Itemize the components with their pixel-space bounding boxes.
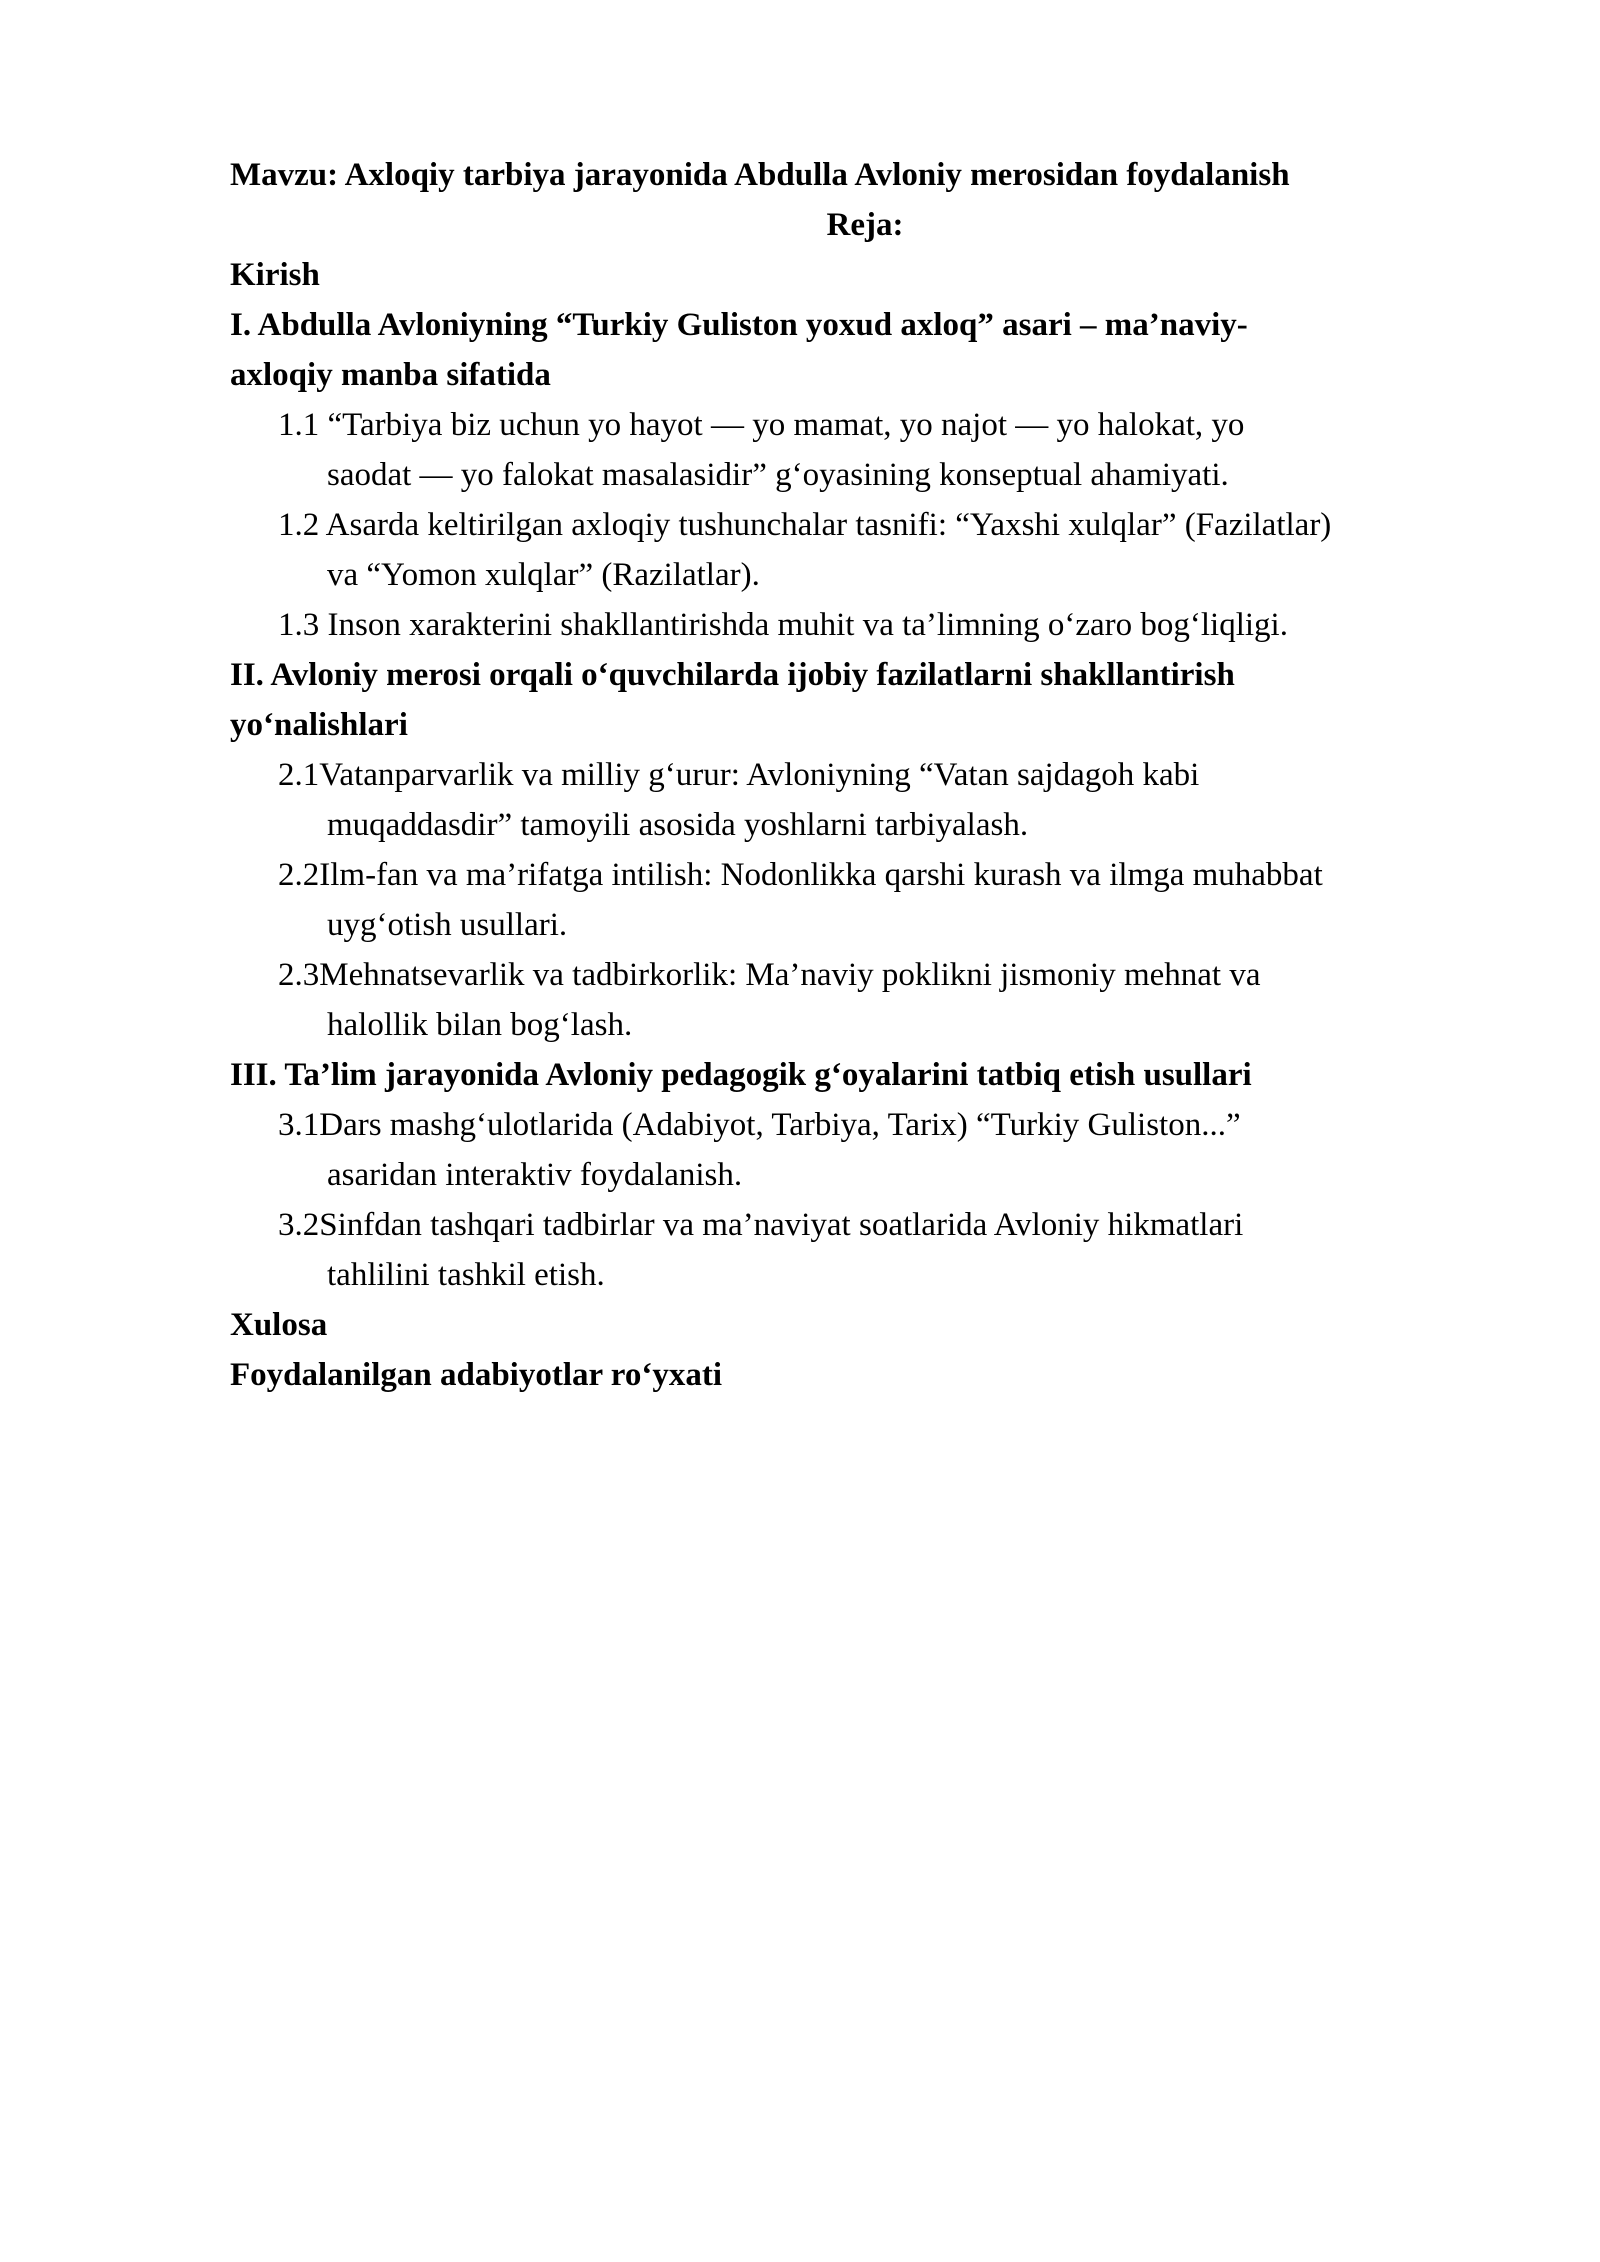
item-1-2: 1.2 Asarda keltirilgan axloqiy tushunchalar tasnifi: “Yaxshi xulqlar” (Fazilatlar) xyxy=(278,507,1332,543)
item-2-3-continued: halollik bilan bog‘lash. xyxy=(327,1007,633,1043)
section-2-heading: II. Avloniy merosi orqali o‘quvchilarda ijobiy fazilatlarni shakllantirish xyxy=(230,657,1235,693)
item-2-1-continued: muqaddasdir” tamoyili asosida yoshlarni tarbiyalash. xyxy=(327,807,1029,843)
item-1-1: 1.1 “Tarbiya biz uchun yo hayot — yo mamat, yo najot — yo halokat, yo xyxy=(278,407,1245,443)
item-1-2-continued: va “Yomon xulqlar” (Razilatlar). xyxy=(327,557,760,593)
document-title: Mavzu: Axloqiy tarbiya jarayonida Abdulla Avloniy merosidan foydalanish xyxy=(230,157,1290,193)
item-3-2: 3.2Sinfdan tashqari tadbirlar va ma’naviyat soatlarida Avloniy hikmatlari xyxy=(278,1207,1244,1243)
item-2-3: 2.3Mehnatsevarlik va tadbirkorlik: Ma’naviy poklikni jismoniy mehnat va xyxy=(278,957,1261,993)
conclusion-heading: Xulosa xyxy=(230,1307,328,1343)
plan-heading: Reja: xyxy=(826,207,904,243)
item-1-3: 1.3 Inson xarakterini shakllantirishda muhit va ta’limning o‘zaro bog‘liqligi. xyxy=(278,607,1288,643)
section-3-heading: III. Ta’lim jarayonida Avloniy pedagogik g‘oyalarini tatbiq etish usullari xyxy=(230,1057,1252,1093)
item-2-2: 2.2Ilm-fan va ma’rifatga intilish: Nodonlikka qarshi kurash va ilmga muhabbat xyxy=(278,857,1323,893)
item-1-1-continued: saodat — yo falokat masalasidir” g‘oyasining konseptual ahamiyati. xyxy=(327,457,1229,493)
item-3-1: 3.1Dars mashg‘ulotlarida (Adabiyot, Tarbiya, Tarix) “Turkiy Guliston...” xyxy=(278,1107,1241,1143)
item-3-2-continued: tahlilini tashkil etish. xyxy=(327,1257,605,1293)
section-2-heading-continued: yo‘nalishlari xyxy=(230,707,408,743)
references-heading: Foydalanilgan adabiyotlar ro‘yxati xyxy=(230,1357,723,1393)
intro-heading: Kirish xyxy=(230,257,320,293)
item-3-1-continued: asaridan interaktiv foydalanish. xyxy=(327,1157,743,1193)
document-content xyxy=(230,150,1500,1400)
section-1-heading: I. Abdulla Avloniyning “Turkiy Guliston yoxud axloq” asari – ma’naviy- xyxy=(230,307,1248,343)
item-2-2-continued: uyg‘otish usullari. xyxy=(327,907,568,943)
item-2-1: 2.1Vatanparvarlik va milliy g‘urur: Avloniyning “Vatan sajdagoh kabi xyxy=(278,757,1200,793)
section-1-heading-continued: axloqiy manba sifatida xyxy=(230,357,551,393)
